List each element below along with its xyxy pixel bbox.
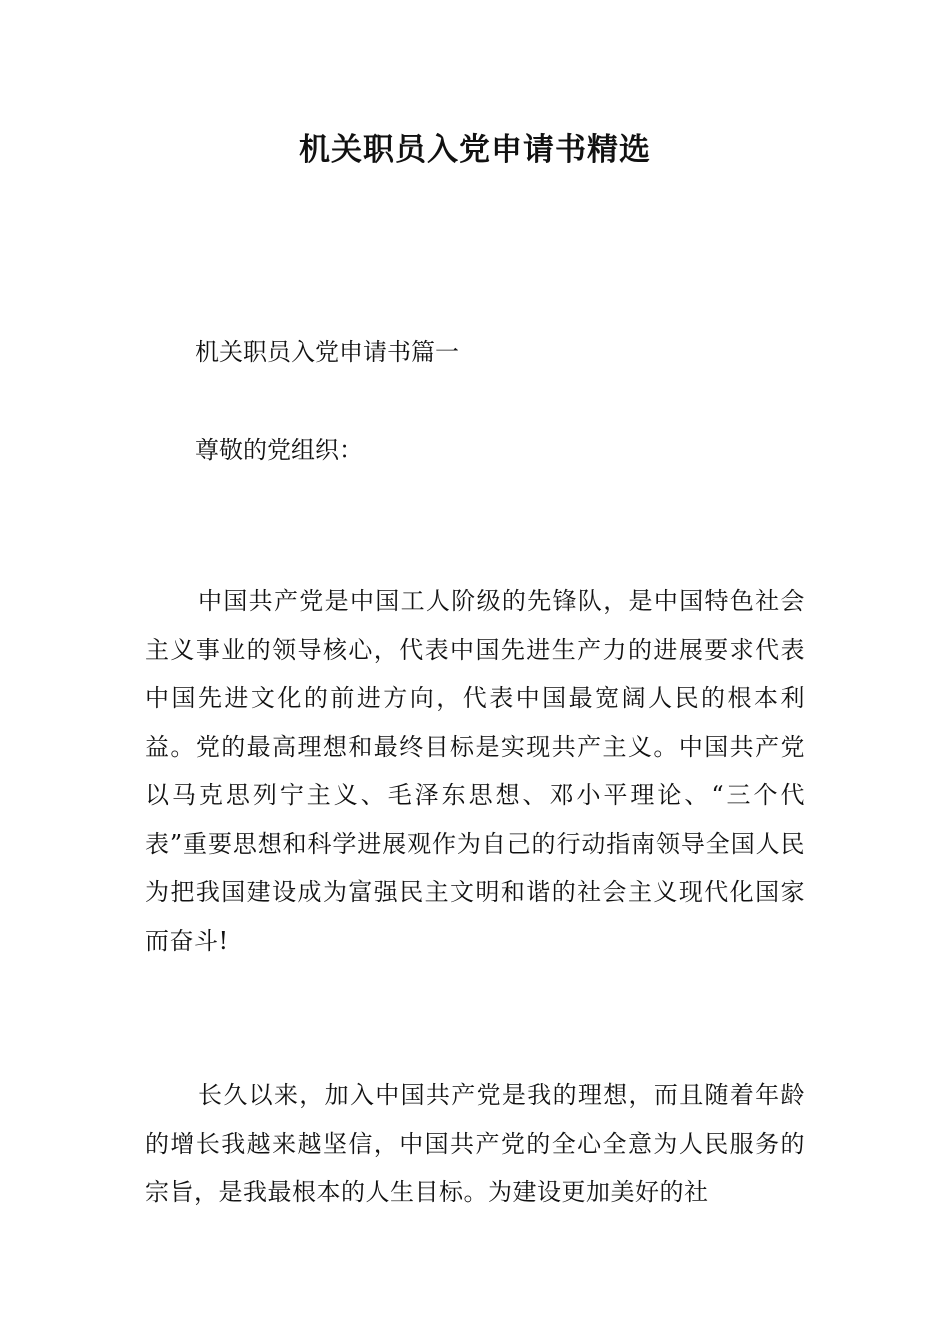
document-title: 机关职员入党申请书精选 xyxy=(299,132,651,168)
section-heading: 机关职员入党申请书篇一 xyxy=(195,338,459,366)
paragraph-2: 长久以来，加入中国共产党是我的理想，而且随着年龄的增长我越来越坚信，中国共产党的全心全意为人民服务的宗旨，是我最根本的人生目标。为建设更加美好的社 xyxy=(145,1081,805,1206)
paragraph-1: 中国共产党是中国工人阶级的先锋队，是中国特色社会主义事业的领导核心，代表中国先进生产力的进展要求代表中国先进文化的前进方向，代表中国最宽阔人民的根本利益。党的最高理想和最终目标是实现共产主义。中国共产党以马克思列宁主义、毛泽东思想、邓小平理论、“三个代表”重要思想和科学进展观作为自己的行动指南领导全国人民为把我国建设成为富强民主文明和谐的社会主义现代化国家而奋斗! xyxy=(145,587,805,955)
salutation: 尊敬的党组织： xyxy=(195,436,363,464)
